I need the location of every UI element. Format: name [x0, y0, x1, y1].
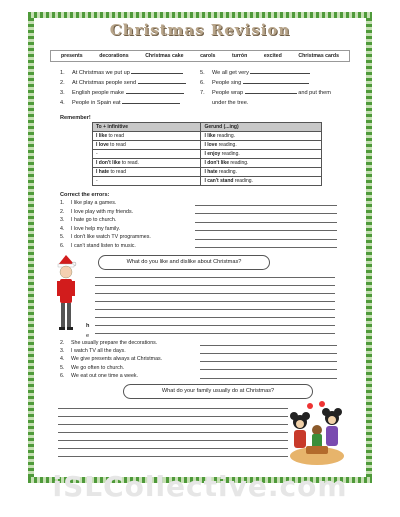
- answer-line: [195, 230, 337, 231]
- remember-heading: Remember!: [60, 115, 91, 121]
- answer-line: [95, 325, 335, 326]
- list-item: 5. We go often to church.: [60, 364, 125, 371]
- word-box-item: presents: [61, 53, 83, 59]
- table-row: I don't like to read. I don't like reading.: [93, 159, 322, 168]
- table-row: - I enjoy reading.: [93, 150, 322, 159]
- errors-list: [60, 199, 151, 250]
- list-item: 4. We give presents always at Christmas.: [60, 356, 163, 363]
- errors-list-2: [60, 339, 162, 380]
- answer-line: [95, 301, 335, 302]
- correct-errors-heading: Correct the errors:: [60, 192, 110, 198]
- table-row: I hate to read I hate reading.: [93, 168, 322, 177]
- answer-line: [195, 222, 337, 223]
- answer-line: [95, 285, 335, 286]
- answer-line: [95, 333, 335, 334]
- list-item: 6. I can't stand listen to music.: [60, 242, 136, 249]
- text-fragment: h: [86, 323, 90, 329]
- answer-line: [95, 309, 335, 310]
- table-row: I love to read I love reading.: [93, 141, 322, 150]
- grammar-table: [92, 122, 322, 186]
- answer-line: [58, 416, 288, 417]
- answer-line: [195, 213, 337, 214]
- table-row: I like to read I like reading.: [93, 132, 322, 141]
- answer-line: [200, 361, 337, 362]
- word-box-item: excited: [263, 53, 282, 59]
- answer-line: [195, 239, 337, 240]
- answer-line: [195, 205, 337, 206]
- list-item: 4. I love help my family.: [60, 225, 121, 232]
- answer-line: [200, 345, 337, 346]
- speech-bubble: What do you like and dislike about Christmas?: [98, 255, 270, 270]
- table-row: - I can't stand reading.: [93, 177, 322, 186]
- word-box-item: Christmas cards: [298, 53, 339, 59]
- answer-line: [95, 277, 335, 278]
- list-item: 1. I like play a games.: [60, 200, 117, 206]
- fill-item: 3. English people make: [60, 87, 184, 99]
- list-item: 5. I don't like watch TV programmes.: [60, 234, 151, 240]
- answer-line: [58, 408, 288, 409]
- family-illustration: [288, 400, 346, 466]
- list-item: 3. I hate go to church.: [60, 217, 117, 223]
- answer-line: [58, 456, 288, 457]
- fill-item: 7. People wrap and put them: [200, 87, 331, 99]
- answer-line: [58, 448, 288, 449]
- list-item: 3. I watch TV all the days.: [60, 348, 126, 355]
- page-title: Christmas Revision: [109, 21, 291, 39]
- answer-line: [200, 369, 337, 370]
- fill-item: 2. At Christmas people send: [60, 77, 186, 89]
- word-box-item: carols: [200, 53, 216, 59]
- text-fragment: e: [86, 333, 90, 339]
- word-box-item: decorations: [99, 53, 129, 59]
- answer-line: [195, 247, 337, 248]
- watermark: iSLCollective.com: [52, 470, 348, 503]
- fill-item: 4. People in Spain eat: [60, 97, 180, 109]
- answer-line: [200, 353, 337, 354]
- word-box: [50, 50, 350, 62]
- list-item: 2. She usually prepare the decorations.: [60, 340, 158, 346]
- speech-bubble: What do your family usually do at Christmas?: [123, 384, 313, 399]
- list-item: 6. We eat out one time a week.: [60, 372, 139, 379]
- word-box-item: turrón: [232, 53, 248, 59]
- list-item: 2. I love play with my friends.: [60, 208, 134, 215]
- table-header: Gerund (...ing): [201, 123, 322, 132]
- fill-item: 1. At Christmas we put up: [60, 67, 183, 79]
- answer-line: [58, 424, 288, 425]
- table-header: To + infinitive: [93, 123, 201, 132]
- fill-item: under the tree.: [212, 100, 249, 106]
- fill-item: 5. We all get very: [200, 67, 310, 79]
- fill-item: 6. People sing: [200, 77, 309, 89]
- answer-line: [58, 432, 288, 433]
- word-box-item: Christmas cake: [145, 53, 184, 59]
- answer-line: [200, 378, 337, 379]
- answer-line: [95, 317, 335, 318]
- answer-line: [95, 293, 335, 294]
- boy-illustration: [52, 255, 80, 335]
- answer-line: [58, 440, 288, 441]
